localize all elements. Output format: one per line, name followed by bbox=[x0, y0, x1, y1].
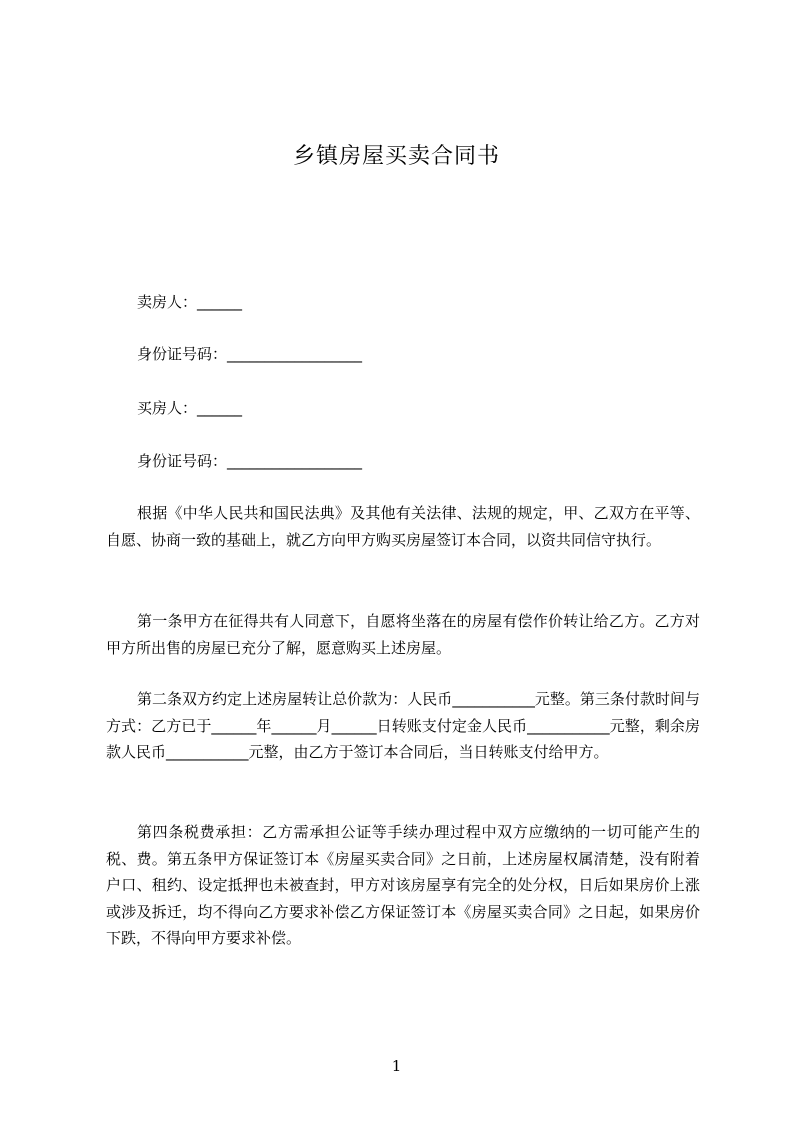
buyer-id-field: 身份证号码：__________________ bbox=[137, 452, 363, 470]
document-title: 乡镇房屋买卖合同书 bbox=[292, 144, 500, 169]
seller-id-field: 身份证号码：__________________ bbox=[137, 345, 363, 363]
seller-field: 卖房人：______ bbox=[137, 293, 243, 311]
paragraph-article-2-3: 第二条双方约定上述房屋转让总价款为：人民币___________元整。第三条付款时间与方式：乙方已于______年______月______日转账支付定金人民币___________元整，剩余房款人民币___________元整，由乙方于签订本合同后，当日转账支付给甲方。 bbox=[106, 690, 700, 761]
paragraph-preamble: 根据《中华人民共和国民法典》及其他有关法律、法规的规定，甲、乙双方在平等、自愿、协商一致的基础上，就乙方向甲方购买房屋签订本合同，以资共同信守执行。 bbox=[106, 504, 700, 549]
paragraph-article-1: 第一条甲方在征得共有人同意下，自愿将坐落在的房屋有偿作价转让给乙方。乙方对甲方所出售的房屋已充分了解，愿意购买上述房屋。 bbox=[106, 612, 700, 657]
page-number: 1 bbox=[391, 1057, 402, 1075]
paragraph-article-4-5: 第四条税费承担：乙方需承担公证等手续办理过程中双方应缴纳的一切可能产生的税、费。第五条甲方保证签订本《房屋买卖合同》之日前，上述房屋权属清楚，没有附着户口、租约、设定抵押也未被查封，甲方对该房屋享有完全的处分权，日后如果房价上涨或涉及拆迁，均不得向乙方要求补偿乙方保证签订本《房屋买卖合同》之日起，如果房价下跌，不得向甲方要求补偿。 bbox=[106, 823, 700, 947]
buyer-field: 买房人：______ bbox=[137, 399, 243, 417]
